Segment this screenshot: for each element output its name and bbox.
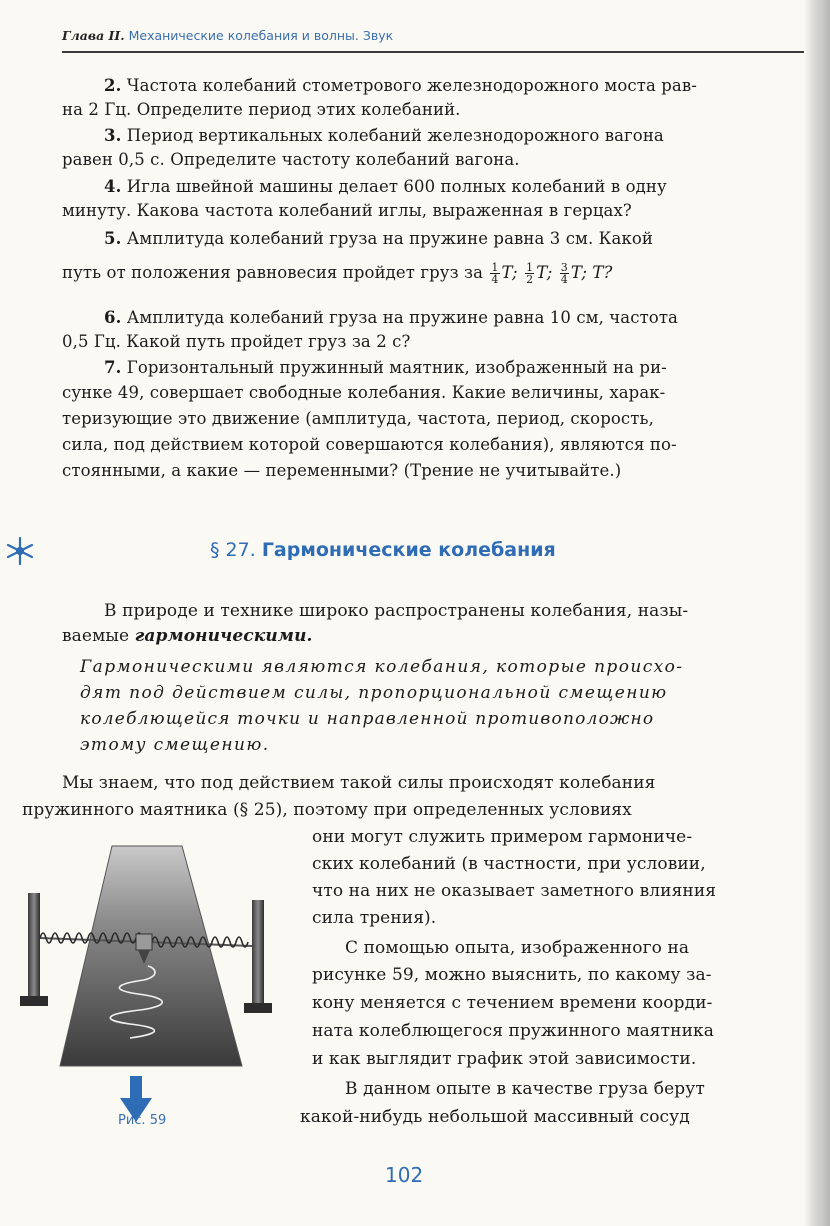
body-line-6: сила трения). <box>312 908 437 928</box>
problem-3-line-1 <box>104 125 664 147</box>
problem-4-number: 4. <box>104 177 122 196</box>
problem-5-text-2: путь от положения равновесия пройдет груз за <box>62 263 484 282</box>
left-post <box>28 893 40 998</box>
problem-6-line-2: 0,5 Гц. Какой путь пройдет груз за 2 с? <box>62 332 411 351</box>
problem-5-line-1 <box>104 228 653 250</box>
header-divider <box>62 51 804 53</box>
problem-3-line-2: равен 0,5 с. Определите частоту колебаний вагона. <box>62 150 520 169</box>
body-line-1: Мы знаем, что под действием такой силы происходят колебания <box>62 773 656 793</box>
fraction-one-half: $\frac{1}{2}$ <box>526 261 534 286</box>
asterisk-star-icon <box>4 535 36 567</box>
figure-caption: Рис. 59 <box>118 1113 167 1128</box>
problem-2-number: 2. <box>104 76 122 95</box>
body-line-5: что на них не оказывает заметного влияния <box>312 881 717 901</box>
running-header <box>62 28 393 43</box>
definition-line-2: дят под действием силы, пропорциональной смещению <box>80 683 668 703</box>
body-line-4: ских колебаний (в частности, при условии, <box>312 854 706 874</box>
right-post <box>252 900 264 1005</box>
weight-vessel <box>136 934 152 950</box>
body-line-10: ната колеблющегося пружинного маятника <box>312 1021 714 1041</box>
problem-6-line-1 <box>104 307 678 329</box>
problem-5-number: 5. <box>104 229 122 248</box>
page-number: 102 <box>385 1163 424 1187</box>
definition-line-1: Гармоническими являются колебания, которые происхо- <box>80 657 684 677</box>
definition-line-4: этому смещению. <box>80 735 270 755</box>
body-line-2: пружинного маятника (§ 25), поэтому при определенных условиях <box>22 800 632 820</box>
intro-line-1: В природе и технике широко распространены колебания, назы- <box>104 601 689 621</box>
chapter-title: Механические колебания и волны. Звук <box>128 28 394 43</box>
problem-5-text-1: Амплитуда колебаний груза на пружине равна 3 см. Какой <box>126 229 654 248</box>
chapter-label: Глава II. <box>62 28 125 43</box>
problem-7-text-1: Горизонтальный пружинный маятник, изображенный на ри- <box>126 358 667 377</box>
page-edge-shadow <box>804 0 830 1226</box>
section-name: Гармонические колебания <box>261 539 556 561</box>
section-number: § 27. <box>210 539 256 561</box>
body-line-12: В данном опыте в качестве груза берут <box>345 1079 705 1099</box>
body-line-9: кону меняется с течением времени коорди- <box>312 993 713 1013</box>
body-line-3: они могут служить примером гармониче- <box>312 827 693 847</box>
problem-3-number: 3. <box>104 126 122 145</box>
problem-7-number: 7. <box>104 358 122 377</box>
fraction-three-quarters: $\frac{3}{4}$ <box>560 261 568 286</box>
term-harmonic: гармоническими. <box>134 626 313 646</box>
body-line-7: С помощью опыта, изображенного на <box>345 938 690 958</box>
body-line-8: рисунке 59, можно выяснить, по какому за- <box>312 965 712 985</box>
problem-4-line-2: минуту. Какова частота колебаний иглы, выраженная в герцах? <box>62 201 632 220</box>
section-title <box>210 539 556 561</box>
fraction-one-quarter: $\frac{1}{4}$ <box>491 261 499 286</box>
figure-spring-pendulum-illustration <box>20 838 280 1138</box>
definition-line-3: колеблющейся точки и направленной противоположно <box>80 709 655 729</box>
problem-7-line-4: сила, под действием которой совершаются колебания), являются по- <box>62 435 677 454</box>
problem-5-line-2: путь от положения равновесия пройдет груз за $\frac{1}{4}$ T; $\frac{1}{2}$ T; $\frac{3}{4}$ T; T? <box>62 261 613 286</box>
problem-3-text-1: Период вертикальных колебаний железнодорожного вагона <box>126 126 664 145</box>
problem-7-line-1 <box>104 357 667 379</box>
problem-2-line-2: на 2 Гц. Определите период этих колебаний. <box>62 100 461 119</box>
body-line-11: и как выглядит график этой зависимости. <box>312 1049 697 1069</box>
problem-6-number: 6. <box>104 308 122 327</box>
problem-7-line-3: теризующие это движение (амплитуда, частота, период, скорость, <box>62 409 654 428</box>
problem-7-line-2: сунке 49, совершает свободные колебания. Какие величины, харак- <box>62 383 666 402</box>
body-line-13: какой-нибудь небольшой массивный сосуд <box>300 1107 690 1127</box>
problem-4-line-1 <box>104 176 667 198</box>
intro-line-2: ваемые гармоническими. <box>62 626 313 646</box>
problem-2-line-1 <box>104 75 697 97</box>
problem-7-line-5: стоянными, а какие — переменными? (Трение не учитывайте.) <box>62 461 622 480</box>
problem-4-text-1: Игла швейной машины делает 600 полных колебаний в одну <box>126 177 667 196</box>
problem-2-text-1: Частота колебаний стометрового железнодорожного моста рав- <box>126 76 697 95</box>
problem-6-text-1: Амплитуда колебаний груза на пружине равна 10 см, частота <box>126 308 678 327</box>
